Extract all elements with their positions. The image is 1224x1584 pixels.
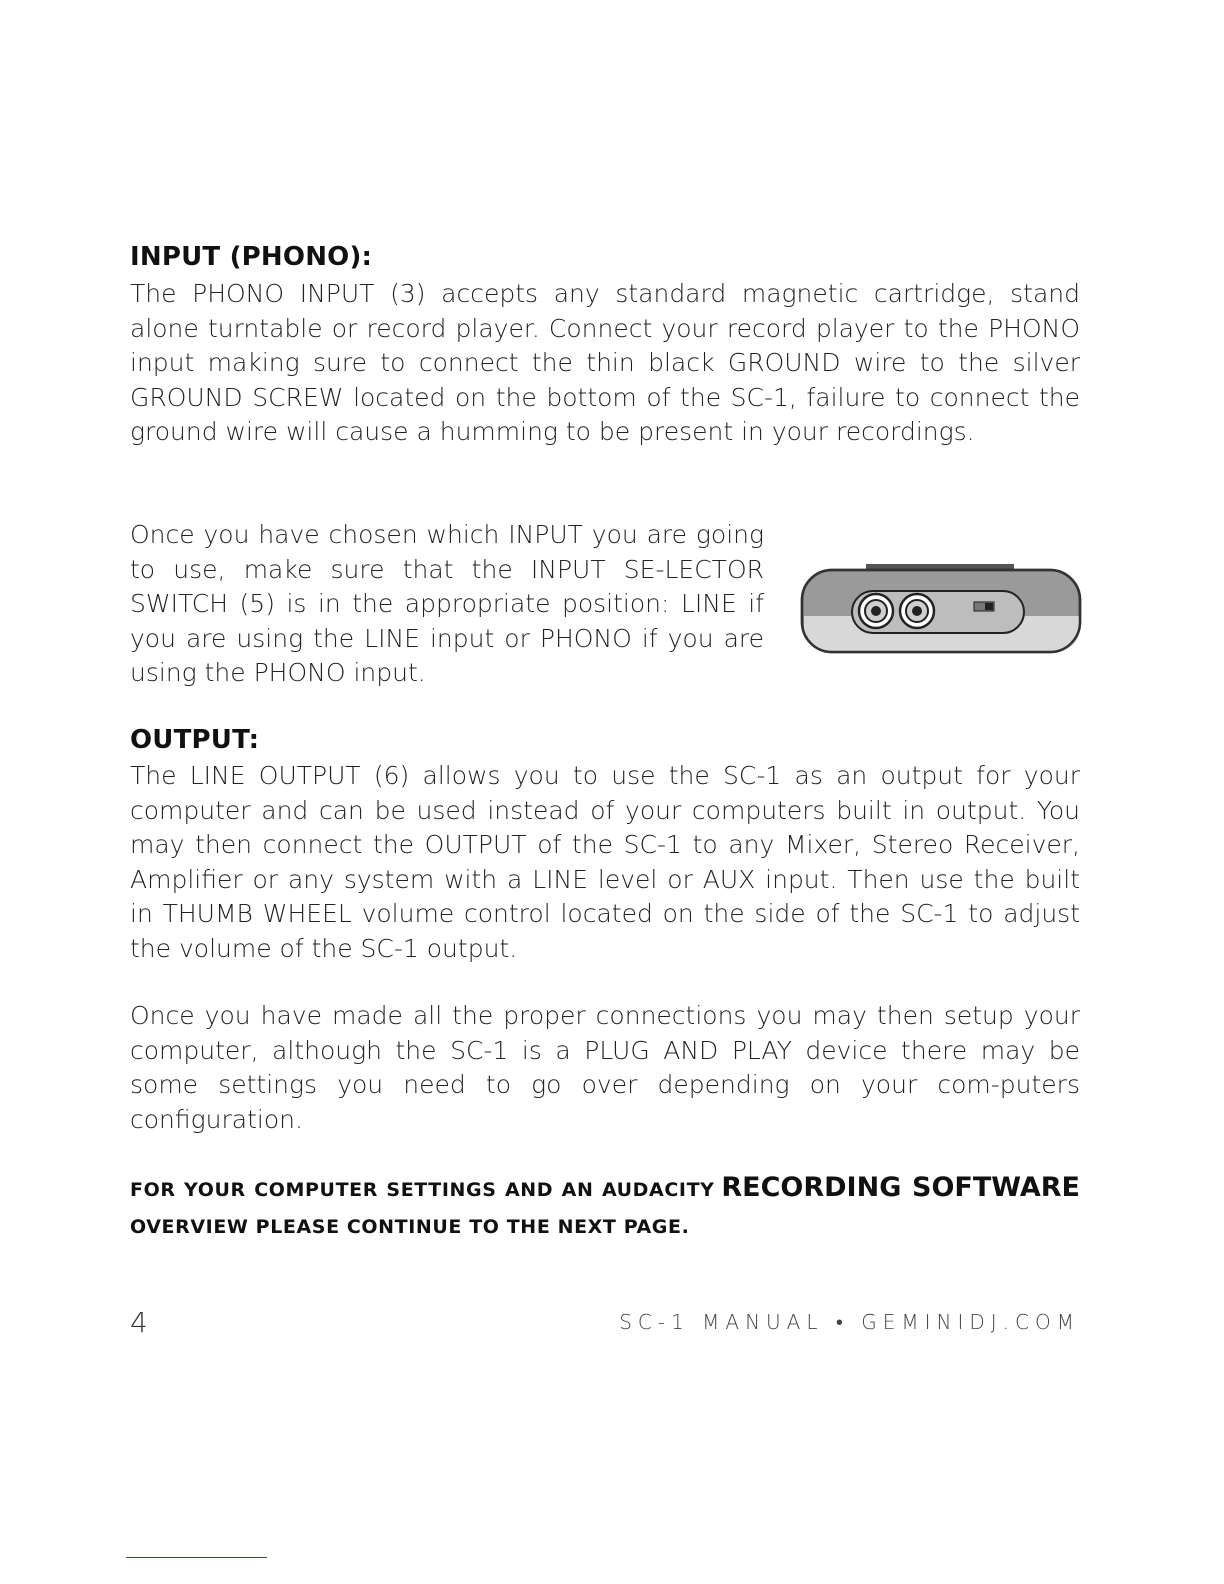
output-paragraph: The LINE OUTPUT (6) allows you to use the SC-1 as an output for your computer and can be used instead of your computers built in output. You may then connect the OUTPUT of the SC-1 to any Mixer, Stereo Receiver, Amplifier or any system with a LINE level or AUX input. Then use the built in THUMB WHEEL volume control located on the side of the SC-1 to adjust the volume of the SC-1 output. (130, 761, 1080, 963)
footer-title: SC-1 MANUAL • GEMINIDJ.COM (619, 1310, 1080, 1334)
setup-paragraph: Once you have made all the proper connections you may then setup your computer, although the SC-1 is a PLUG AND PLAY device there may be some settings you need to go over depending on your com-puters configuration. (130, 1001, 1080, 1134)
page-number: 4 (130, 1306, 148, 1339)
note-part-1: FOR YOUR COMPUTER SETTINGS AND AN AUDACITY (130, 1179, 715, 1201)
input-phono-paragraph: The PHONO INPUT (3) accepts any standard magnetic cartridge, stand alone turntable or record player. Connect your record player to the PHONO input making sure to connect the thin black GROUND wire to the silver GROUND SCREW located on the bottom of the SC-1, failure to connect the ground wire will cause a humming to be present in your recordings. (130, 279, 1080, 446)
note-part-2: RECORDING SOFTWARE (721, 1172, 1080, 1203)
input-phono-heading: INPUT (PHONO): (130, 242, 373, 272)
next-page-note (130, 1170, 1080, 1246)
bottom-rule (126, 1557, 267, 1558)
device-side-panel-illustration (800, 564, 1084, 660)
note-part-3: OVERVIEW PLEASE CONTINUE TO THE NEXT PAGE. (130, 1216, 690, 1238)
manual-page (130, 0, 1080, 1584)
device-side-panel-icon (800, 564, 1084, 660)
output-heading: OUTPUT: (130, 725, 260, 755)
input-selector-paragraph: Once you have chosen which INPUT you are going to use, make sure that the INPUT SE-LECTOR SWITCH (5) is in the appropriate position: LINE if you are using the LINE input or PHONO if you are using the PHONO input. (130, 520, 764, 687)
